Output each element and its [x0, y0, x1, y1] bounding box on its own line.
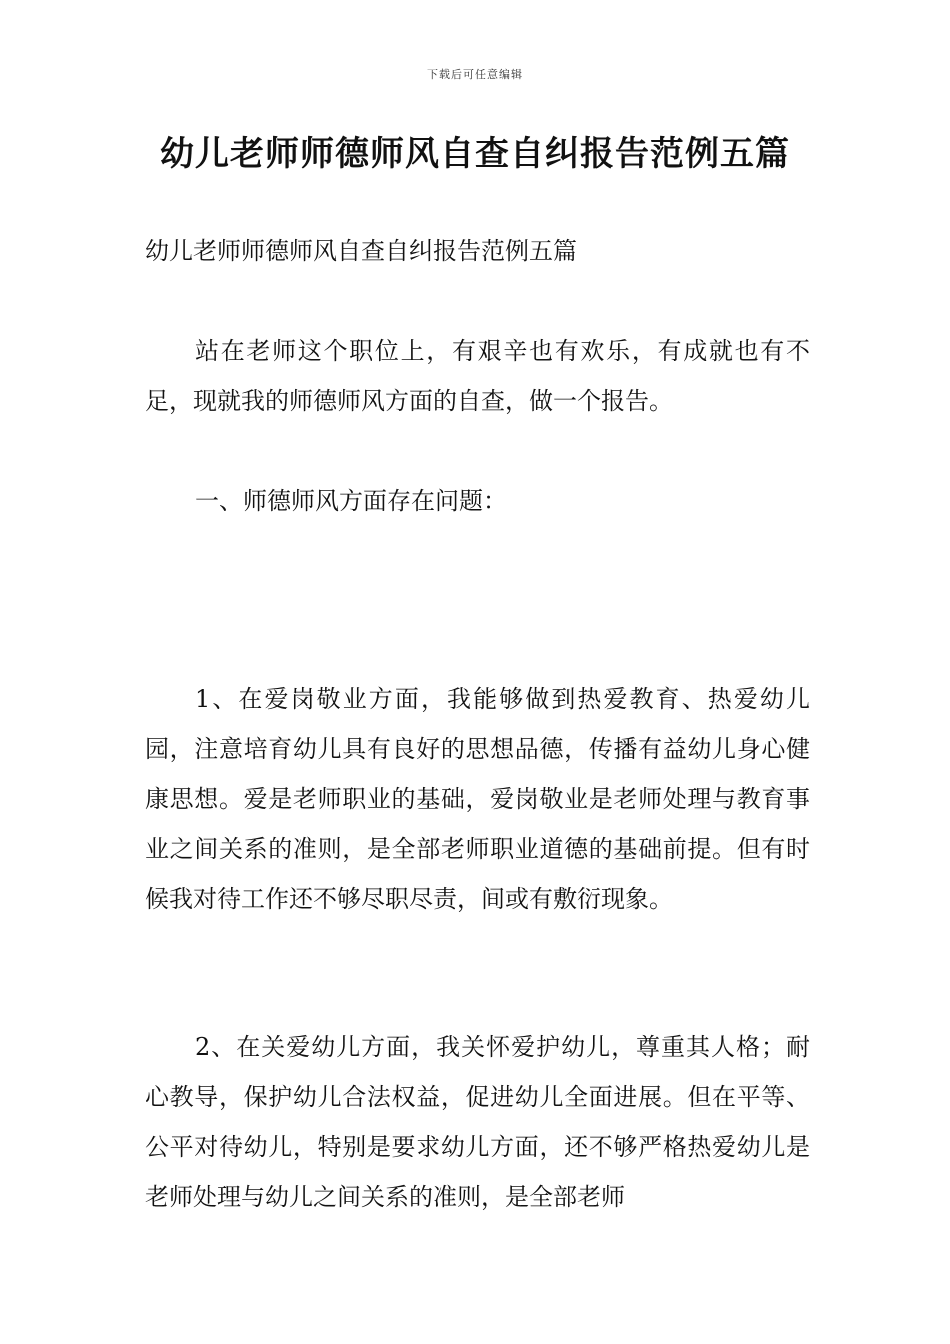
- header-note: 下载后可任意编辑: [427, 68, 523, 81]
- paragraph-item-2: 2、在关爱幼儿方面，我关怀爱护幼儿，尊重其人格；耐心教导，保护幼儿合法权益，促进幼儿全面进展。但在平等、公平对待幼儿，特别是要求幼儿方面，还不够严格热爱幼儿是老师处理与幼儿之间关系的准则，是全部老师: [145, 1033, 810, 1211]
- document-title: 幼儿老师师德师风自查自纠报告范例五篇: [160, 134, 790, 174]
- section-heading: 一、师德师风方面存在问题：: [195, 487, 507, 515]
- paragraph-item-1: 1、在爱岗敬业方面，我能够做到热爱教育、热爱幼儿园，注意培育幼儿具有良好的思想品德，传播有益幼儿身心健康思想。爱是老师职业的基础，爱岗敬业是老师处理与教育事业之间关系的准则，是全部老师职业道德的基础前提。但有时候我对待工作还不够尽职尽责，间或有敷衍现象。: [145, 685, 810, 913]
- paragraph-intro: 站在老师这个职位上，有艰辛也有欢乐，有成就也有不足，现就我的师德师风方面的自查，做一个报告。: [145, 337, 810, 415]
- document-subtitle: 幼儿老师师德师风自查自纠报告范例五篇: [145, 237, 577, 265]
